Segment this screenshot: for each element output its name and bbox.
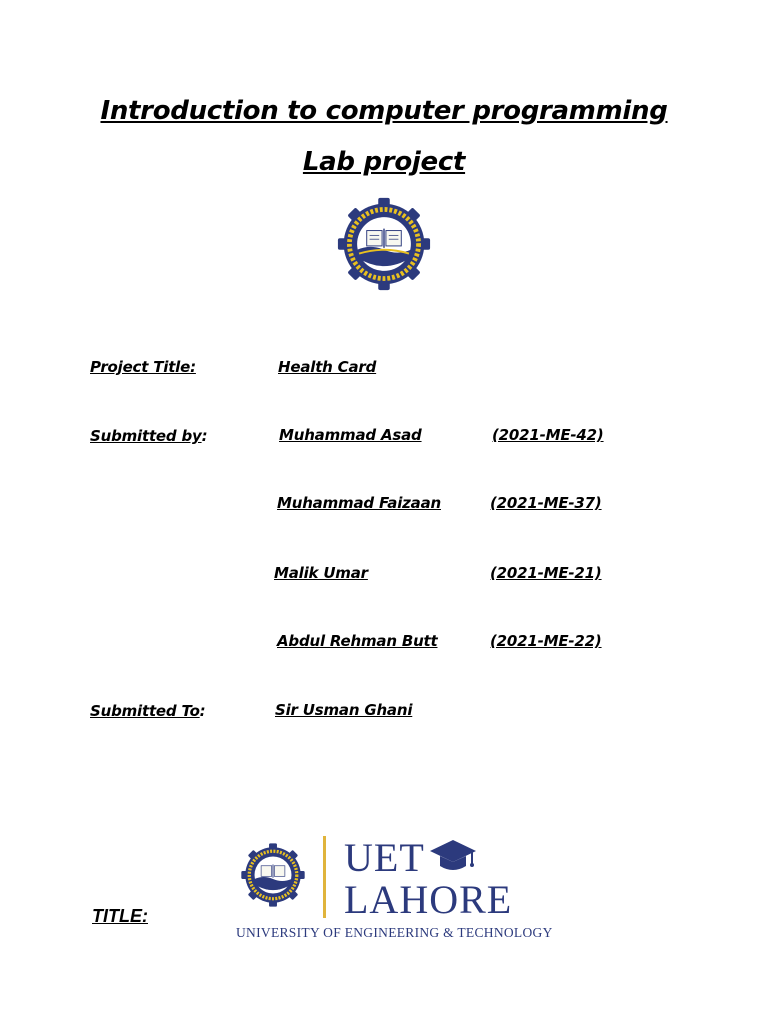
member-name: Muhammad Faizaan bbox=[277, 494, 441, 512]
footer-title-label: TITLE: bbox=[92, 906, 148, 926]
member-id: (2021-ME-37) bbox=[490, 494, 602, 512]
member-name: Abdul Rehman Butt bbox=[277, 632, 438, 650]
submitted-by-colon: : bbox=[201, 427, 208, 445]
submitted-to-label: Submitted To bbox=[90, 702, 200, 720]
member-id: (2021-ME-21) bbox=[490, 564, 602, 582]
uet-wordmark: UET bbox=[344, 835, 425, 880]
page-subtitle: Lab project bbox=[302, 147, 466, 177]
submitted-to-label-group bbox=[90, 701, 206, 720]
member-id: (2021-ME-22) bbox=[490, 632, 602, 650]
university-name: UNIVERSITY OF ENGINEERING & TECHNOLOGY bbox=[236, 925, 553, 940]
graduation-cap-icon bbox=[428, 838, 478, 874]
page-title: Introduction to computer programming bbox=[100, 96, 668, 126]
uet-seal-icon bbox=[336, 196, 432, 292]
divider bbox=[323, 836, 326, 918]
submitted-by-label: Submitted by bbox=[90, 427, 202, 445]
lahore-wordmark: LAHORE bbox=[344, 877, 513, 922]
submitted-by-label-group bbox=[90, 426, 208, 445]
member-name: Muhammad Asad bbox=[279, 426, 422, 444]
project-title-value: Health Card bbox=[278, 358, 377, 376]
submitted-to-colon: : bbox=[199, 702, 206, 720]
member-id: (2021-ME-42) bbox=[492, 426, 604, 444]
member-name: Malik Umar bbox=[274, 564, 368, 582]
uet-seal-icon bbox=[240, 842, 306, 908]
submitted-to-value: Sir Usman Ghani bbox=[275, 701, 413, 719]
project-title-label: Project Title: bbox=[90, 358, 196, 376]
